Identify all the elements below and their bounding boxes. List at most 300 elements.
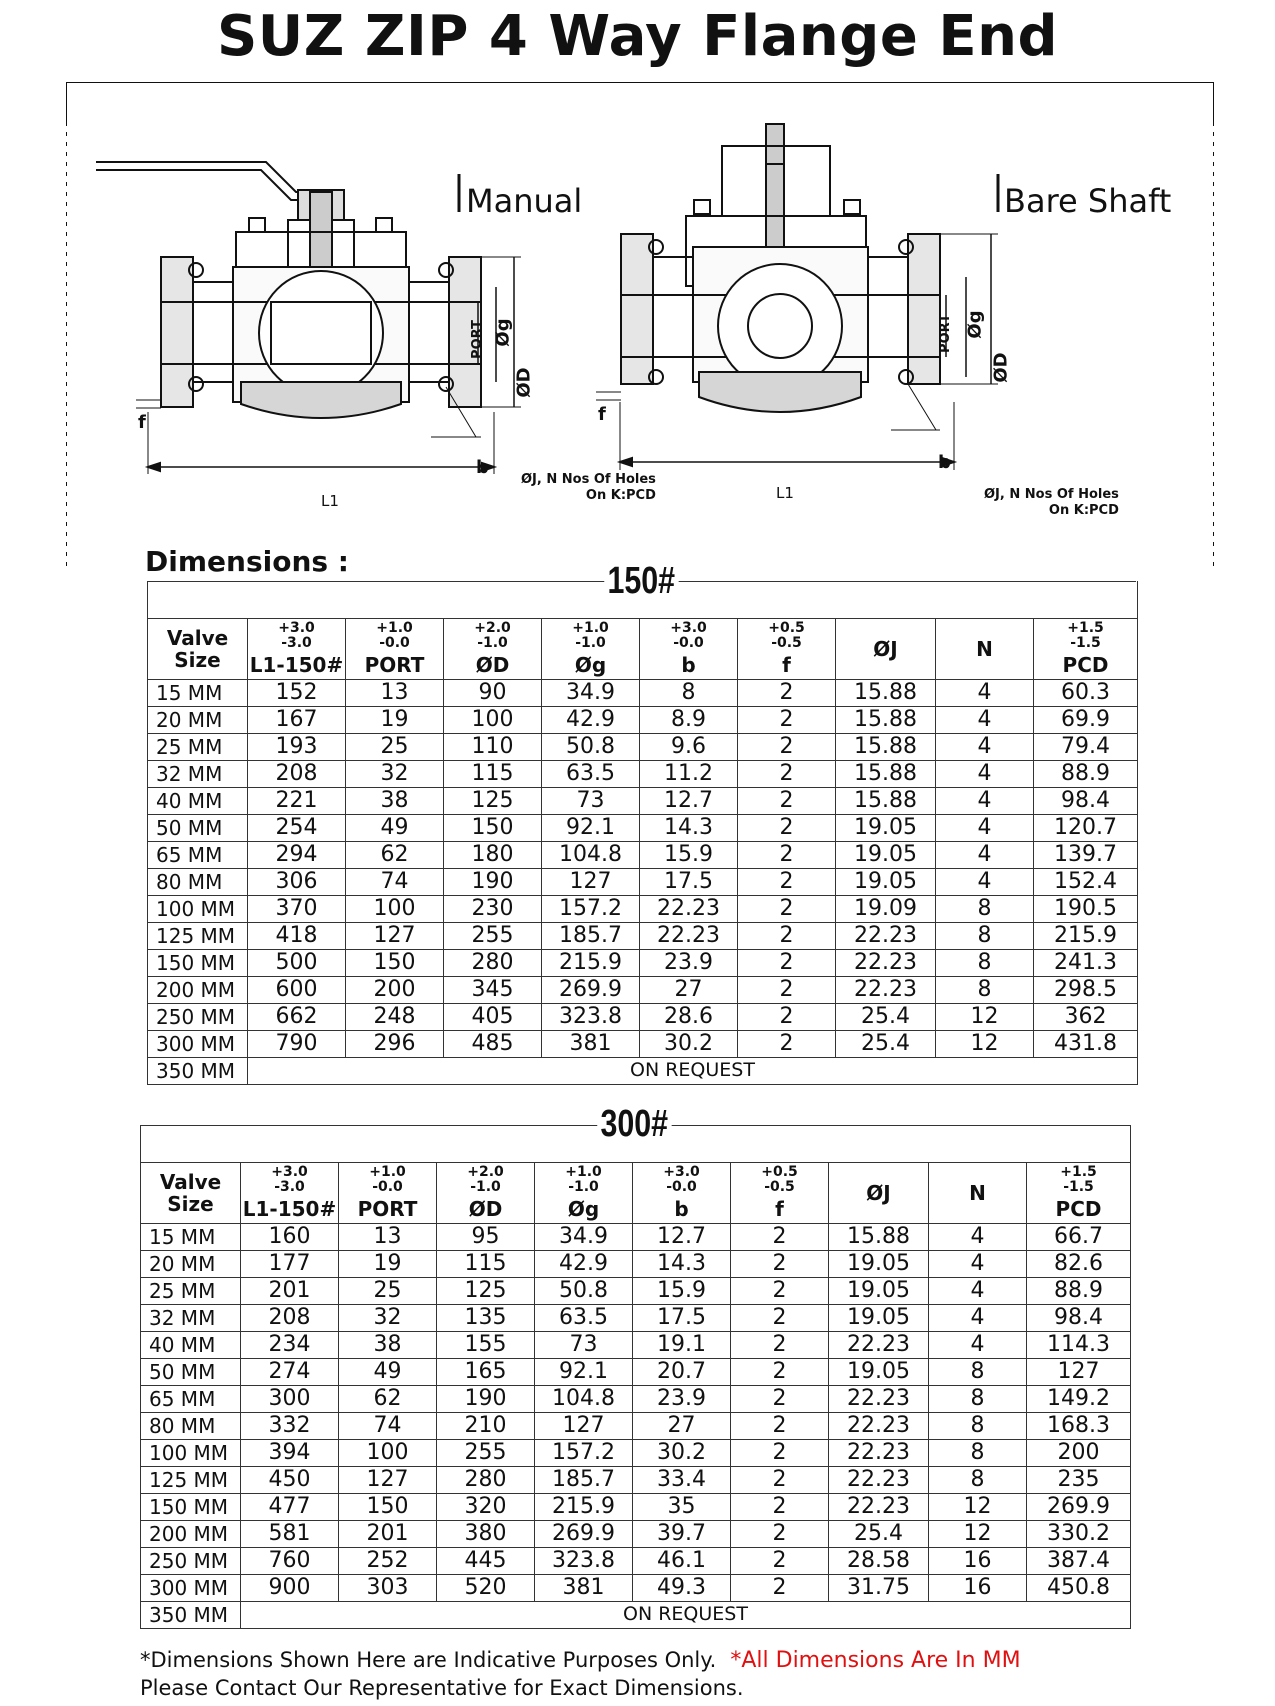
header-j: ØJ [836, 619, 936, 680]
dim-port-label-2: PORT [937, 314, 953, 353]
class-150-title: 150# [604, 560, 678, 603]
table-cell: 4 [936, 679, 1034, 706]
table-cell: 4 [929, 1277, 1027, 1304]
table-cell: 2 [731, 1250, 829, 1277]
table-cell: 280 [444, 949, 542, 976]
table-cell: 19.05 [829, 1277, 929, 1304]
tol-plus: +1.0 [572, 619, 609, 636]
tol-minus: -1.0 [477, 634, 508, 651]
tol-plus: +1.0 [565, 1163, 602, 1180]
table-cell: 19.05 [829, 1358, 929, 1385]
table-cell: 8 [929, 1385, 1027, 1412]
valve-size-cell: 50 MM [148, 814, 248, 841]
table-cell: 15.9 [633, 1277, 731, 1304]
table-row [141, 1547, 1131, 1574]
table-cell: 23.9 [633, 1385, 731, 1412]
manual-label: Manual [466, 182, 583, 220]
tol-plus: +1.0 [376, 619, 413, 636]
tol-minus: -0.5 [771, 634, 802, 651]
table-cell: 320 [437, 1493, 535, 1520]
valve-size-cell: 15 MM [141, 1223, 241, 1250]
table-cell: 4 [936, 733, 1034, 760]
tol-plus: +3.0 [670, 619, 707, 636]
header-pcd: PCD [1034, 652, 1138, 679]
dim-f-label-2: f [598, 404, 606, 425]
header-d: ØD [444, 652, 542, 679]
table-cell: 185.7 [535, 1466, 633, 1493]
table-cell: 2 [738, 787, 836, 814]
table-row [141, 1358, 1131, 1385]
dim-l1-label-1: L1 [321, 492, 339, 510]
dim-f-label-1: f [138, 412, 146, 433]
table-cell: 190 [444, 868, 542, 895]
table-cell: 127 [1027, 1358, 1131, 1385]
header-d: ØD [437, 1196, 535, 1223]
table-row [148, 706, 1138, 733]
header-port: PORT [346, 652, 444, 679]
table-cell: 19.05 [836, 814, 936, 841]
table-cell: 42.9 [542, 706, 640, 733]
table-cell: 387.4 [1027, 1547, 1131, 1574]
table-cell: 380 [437, 1520, 535, 1547]
table-cell: 150 [339, 1493, 437, 1520]
valve-size-line1: Valve [159, 1169, 222, 1194]
table-cell: 298.5 [1034, 976, 1138, 1003]
table-cell: 17.5 [633, 1304, 731, 1331]
table-cell: 2 [731, 1493, 829, 1520]
tol-plus: +1.5 [1067, 619, 1104, 636]
dim-b-label-1: b [476, 457, 489, 478]
table-cell: 22.23 [640, 922, 738, 949]
table-cell: 15.88 [836, 733, 936, 760]
table-cell: 150 [444, 814, 542, 841]
valve-size-cell: 125 MM [148, 922, 248, 949]
tol-minus: -0.0 [673, 634, 704, 651]
table-cell: 20.7 [633, 1358, 731, 1385]
table-cell: 269.9 [1027, 1493, 1131, 1520]
manual-valve-drawing [96, 162, 521, 474]
table-cell: 125 [437, 1277, 535, 1304]
table-cell: 15.88 [836, 679, 936, 706]
header-n: N [936, 619, 1034, 680]
tol-d [444, 619, 542, 653]
table-cell: 34.9 [542, 679, 640, 706]
table-cell: 13 [346, 679, 444, 706]
table-cell: 127 [542, 868, 640, 895]
table-cell: 32 [339, 1304, 437, 1331]
dimensions-table-150 [147, 618, 1138, 1085]
valve-size-cell: 80 MM [148, 868, 248, 895]
holes-label-1 [521, 472, 656, 504]
table-cell: 2 [738, 922, 836, 949]
valve-size-cell: 200 MM [148, 976, 248, 1003]
table-300-body [141, 1223, 1131, 1628]
table-row [148, 679, 1138, 706]
table-cell: 155 [437, 1331, 535, 1358]
table-cell: 4 [936, 760, 1034, 787]
tol-f [738, 619, 836, 653]
tol-plus: +2.0 [474, 619, 511, 636]
valve-size-cell: 20 MM [141, 1250, 241, 1277]
table-cell: 127 [339, 1466, 437, 1493]
table-cell: 900 [241, 1574, 339, 1601]
table-cell: 22.23 [829, 1331, 929, 1358]
table-cell: 25.4 [836, 1030, 936, 1057]
page-title: SUZ ZIP 4 Way Flange End [216, 4, 1059, 69]
holes-line1: ØJ, N Nos Of Holes [984, 487, 1119, 502]
table-cell: 185.7 [542, 922, 640, 949]
table-cell: 104.8 [535, 1385, 633, 1412]
valve-size-cell: 100 MM [141, 1439, 241, 1466]
table-row [148, 868, 1138, 895]
table-cell: 62 [346, 841, 444, 868]
holes-line2: On K:PCD [585, 488, 656, 503]
table-cell: 221 [248, 787, 346, 814]
table-row [148, 814, 1138, 841]
table-cell: 190.5 [1034, 895, 1138, 922]
table-cell: 127 [535, 1412, 633, 1439]
holes-line1: ØJ, N Nos Of Holes [521, 472, 656, 487]
table-cell: 22.23 [829, 1466, 929, 1493]
table-cell: 2 [731, 1439, 829, 1466]
table-cell: 200 [1027, 1439, 1131, 1466]
dim-g-label-1: Øg [492, 318, 514, 347]
table-cell: 19 [346, 706, 444, 733]
table-cell: 82.6 [1027, 1250, 1131, 1277]
table-cell: 19.05 [829, 1304, 929, 1331]
table-cell: 30.2 [640, 1030, 738, 1057]
table-cell: 39.7 [633, 1520, 731, 1547]
table-cell: 8 [936, 895, 1034, 922]
table-cell: 152 [248, 679, 346, 706]
table-cell: 180 [444, 841, 542, 868]
dim-d-label-1: ØD [513, 367, 535, 398]
table-cell: 90 [444, 679, 542, 706]
table-cell: 190 [437, 1385, 535, 1412]
table-cell: 49.3 [633, 1574, 731, 1601]
header-b: b [633, 1196, 731, 1223]
table-cell: 25.4 [836, 1003, 936, 1030]
table-row [148, 1030, 1138, 1057]
table-cell: 27 [640, 976, 738, 1003]
table-cell: 74 [339, 1412, 437, 1439]
table-cell: 19 [339, 1250, 437, 1277]
table-cell: 50.8 [535, 1277, 633, 1304]
table-cell: 167 [248, 706, 346, 733]
table-cell: 662 [248, 1003, 346, 1030]
header-pcd: PCD [1027, 1196, 1131, 1223]
table-row [141, 1412, 1131, 1439]
table-cell: 66.7 [1027, 1223, 1131, 1250]
footer-note-units: *All Dimensions Are In MM [730, 1648, 1021, 1673]
table-cell: 330.2 [1027, 1520, 1131, 1547]
table-cell: 60.3 [1034, 679, 1138, 706]
table-cell: 104.8 [542, 841, 640, 868]
table-cell: 201 [339, 1520, 437, 1547]
table-cell: 19.09 [836, 895, 936, 922]
table-cell: 215.9 [542, 949, 640, 976]
table-cell: 12 [929, 1520, 1027, 1547]
table-row [148, 895, 1138, 922]
valve-size-cell: 65 MM [141, 1385, 241, 1412]
table-cell: 241.3 [1034, 949, 1138, 976]
table-cell: 30.2 [633, 1439, 731, 1466]
dim-g-label-2: Øg [964, 310, 986, 339]
valve-size-header [148, 619, 248, 680]
table-cell: 2 [731, 1358, 829, 1385]
table-cell: 110 [444, 733, 542, 760]
table-cell: 4 [936, 814, 1034, 841]
table-cell: 19.05 [836, 868, 936, 895]
tol-plus: +3.0 [278, 619, 315, 636]
header-f: f [738, 652, 836, 679]
table-cell: 4 [929, 1304, 1027, 1331]
table-cell: 4 [936, 787, 1034, 814]
table-cell: 370 [248, 895, 346, 922]
table-cell: 149.2 [1027, 1385, 1131, 1412]
table-cell: 306 [248, 868, 346, 895]
table-cell: 11.2 [640, 760, 738, 787]
table-cell: 73 [542, 787, 640, 814]
valve-size-cell: 20 MM [148, 706, 248, 733]
table-cell: 100 [339, 1439, 437, 1466]
table-cell: 4 [936, 868, 1034, 895]
table-cell: 100 [444, 706, 542, 733]
tol-l1 [241, 1163, 339, 1197]
table-row [148, 787, 1138, 814]
valve-size-cell: 32 MM [141, 1304, 241, 1331]
table-cell: 19.05 [836, 841, 936, 868]
table-cell: 345 [444, 976, 542, 1003]
table-cell: 2 [738, 868, 836, 895]
dim-d-label-2: ØD [990, 352, 1012, 383]
table-cell: 2 [731, 1223, 829, 1250]
table-cell: 477 [241, 1493, 339, 1520]
table-cell: 332 [241, 1412, 339, 1439]
table-cell: 168.3 [1027, 1412, 1131, 1439]
table-cell: 2 [738, 841, 836, 868]
table-row [148, 922, 1138, 949]
valve-size-header [141, 1163, 241, 1224]
footer-note-line1 [140, 1648, 1021, 1673]
table-cell: 8.9 [640, 706, 738, 733]
header-j: ØJ [829, 1163, 929, 1224]
valve-size-line2: Size [174, 647, 221, 672]
tol-minus: -0.0 [379, 634, 410, 651]
valve-size-cell: 125 MM [141, 1466, 241, 1493]
table-cell: 98.4 [1034, 787, 1138, 814]
valve-size-cell: 250 MM [141, 1547, 241, 1574]
table-cell: 2 [738, 949, 836, 976]
valve-size-cell: 300 MM [141, 1574, 241, 1601]
tol-f [731, 1163, 829, 1197]
dimensions-heading: Dimensions : [145, 545, 349, 578]
table-cell: 12.7 [640, 787, 738, 814]
table-cell: 88.9 [1027, 1277, 1131, 1304]
table-cell: 23.9 [640, 949, 738, 976]
table-cell: 25 [346, 733, 444, 760]
table-row [148, 1057, 1138, 1084]
table-cell: 215.9 [535, 1493, 633, 1520]
tol-plus: +0.5 [768, 619, 805, 636]
tol-port [339, 1163, 437, 1197]
table-cell: 19.05 [829, 1250, 929, 1277]
table-cell: 252 [339, 1547, 437, 1574]
header-l1: L1-150# [248, 652, 346, 679]
table-cell: 2 [731, 1331, 829, 1358]
valve-size-cell: 200 MM [141, 1520, 241, 1547]
table-cell: 32 [346, 760, 444, 787]
table-cell: 2 [738, 814, 836, 841]
table-cell: 88.9 [1034, 760, 1138, 787]
table-row [148, 841, 1138, 868]
valve-size-cell: 50 MM [141, 1358, 241, 1385]
valve-size-cell: 350 MM [141, 1601, 241, 1628]
table-cell: 22.23 [829, 1493, 929, 1520]
table-cell: 2 [731, 1466, 829, 1493]
table-cell: 445 [437, 1547, 535, 1574]
table-cell: 115 [437, 1250, 535, 1277]
tol-b [640, 619, 738, 653]
valve-size-cell: 32 MM [148, 760, 248, 787]
table-cell: 2 [731, 1547, 829, 1574]
tol-plus: +3.0 [663, 1163, 700, 1180]
table-cell: 4 [929, 1223, 1027, 1250]
table-cell: 234 [241, 1331, 339, 1358]
table-cell: 2 [738, 976, 836, 1003]
table-cell: 8 [929, 1358, 1027, 1385]
table-cell: 600 [248, 976, 346, 1003]
tol-pcd [1027, 1163, 1131, 1197]
table-cell: 300 [241, 1385, 339, 1412]
tol-plus: +1.0 [369, 1163, 406, 1180]
dim-port-label-1: PORT [469, 320, 485, 359]
tol-minus: -1.0 [568, 1178, 599, 1195]
holes-label-2 [984, 487, 1119, 519]
tol-minus: -1.0 [470, 1178, 501, 1195]
table-cell: 4 [936, 706, 1034, 733]
table-row [148, 760, 1138, 787]
table-cell: 4 [929, 1250, 1027, 1277]
table-cell: 9.6 [640, 733, 738, 760]
table-row [141, 1304, 1131, 1331]
bare-shaft-label: Bare Shaft [1004, 182, 1172, 220]
table-cell: 98.4 [1027, 1304, 1131, 1331]
tol-plus: +0.5 [761, 1163, 798, 1180]
table-cell: 500 [248, 949, 346, 976]
tol-b [633, 1163, 731, 1197]
table-cell: 255 [444, 922, 542, 949]
table-cell: 157.2 [535, 1439, 633, 1466]
tol-g [535, 1163, 633, 1197]
table-cell: 46.1 [633, 1547, 731, 1574]
table-cell: 22.23 [829, 1412, 929, 1439]
header-port: PORT [339, 1196, 437, 1223]
dimensions-table-300 [140, 1162, 1131, 1629]
table-row [141, 1385, 1131, 1412]
table-cell: 296 [346, 1030, 444, 1057]
valve-size-cell: 65 MM [148, 841, 248, 868]
valve-size-cell: 350 MM [148, 1057, 248, 1084]
table-cell: 405 [444, 1003, 542, 1030]
header-g: Øg [535, 1196, 633, 1223]
table-cell: 17.5 [640, 868, 738, 895]
table-cell: 95 [437, 1223, 535, 1250]
table-cell: 150 [346, 949, 444, 976]
table-cell: 294 [248, 841, 346, 868]
table-cell: 208 [248, 760, 346, 787]
tol-port [346, 619, 444, 653]
table-cell: 120.7 [1034, 814, 1138, 841]
table-cell: 16 [929, 1574, 1027, 1601]
table-cell: 2 [731, 1520, 829, 1547]
table-cell: 381 [542, 1030, 640, 1057]
table-cell: 12 [929, 1493, 1027, 1520]
table-cell: 193 [248, 733, 346, 760]
tol-minus: -3.0 [281, 634, 312, 651]
table-cell: 485 [444, 1030, 542, 1057]
table-cell: 22.23 [829, 1385, 929, 1412]
table-row [148, 949, 1138, 976]
class-300-title: 300# [597, 1103, 671, 1146]
table-cell: 22.23 [640, 895, 738, 922]
table-row [141, 1331, 1131, 1358]
table-cell: 14.3 [633, 1250, 731, 1277]
table-cell: 22.23 [829, 1439, 929, 1466]
valve-size-cell: 25 MM [141, 1277, 241, 1304]
table-cell: 2 [731, 1385, 829, 1412]
valve-drawing-panel [66, 82, 1214, 572]
table-cell: 303 [339, 1574, 437, 1601]
footer-note-line2: Please Contact Our Representative for Exact Dimensions. [140, 1676, 744, 1700]
table-cell: 73 [535, 1331, 633, 1358]
table-cell: 127 [346, 922, 444, 949]
table-cell: 15.88 [836, 760, 936, 787]
table-cell: 28.58 [829, 1547, 929, 1574]
table-cell: 160 [241, 1223, 339, 1250]
table-cell: 2 [731, 1277, 829, 1304]
table-cell: 157.2 [542, 895, 640, 922]
table-cell: 2 [731, 1412, 829, 1439]
table-cell: 69.9 [1034, 706, 1138, 733]
table-cell: 2 [731, 1574, 829, 1601]
table-cell: 25 [339, 1277, 437, 1304]
table-cell: 92.1 [542, 814, 640, 841]
table-cell: 200 [346, 976, 444, 1003]
table-cell: 152.4 [1034, 868, 1138, 895]
table-cell: 4 [936, 841, 1034, 868]
valve-size-cell: 40 MM [148, 787, 248, 814]
tol-minus: -1.0 [575, 634, 606, 651]
table-cell: 15.9 [640, 841, 738, 868]
table-cell: 362 [1034, 1003, 1138, 1030]
table-cell: 50.8 [542, 733, 640, 760]
tol-minus: -0.0 [666, 1178, 697, 1195]
table-cell: 16 [929, 1547, 1027, 1574]
tol-g [542, 619, 640, 653]
table-cell: 25.4 [829, 1520, 929, 1547]
table-cell: 49 [339, 1358, 437, 1385]
table-cell: 165 [437, 1358, 535, 1385]
tol-minus: -1.5 [1063, 1178, 1094, 1195]
table-cell: 254 [248, 814, 346, 841]
tol-minus: -1.5 [1070, 634, 1101, 651]
table-cell: 34.9 [535, 1223, 633, 1250]
header-g: Øg [542, 652, 640, 679]
table-cell: 35 [633, 1493, 731, 1520]
table-cell: 394 [241, 1439, 339, 1466]
table-cell: 269.9 [542, 976, 640, 1003]
